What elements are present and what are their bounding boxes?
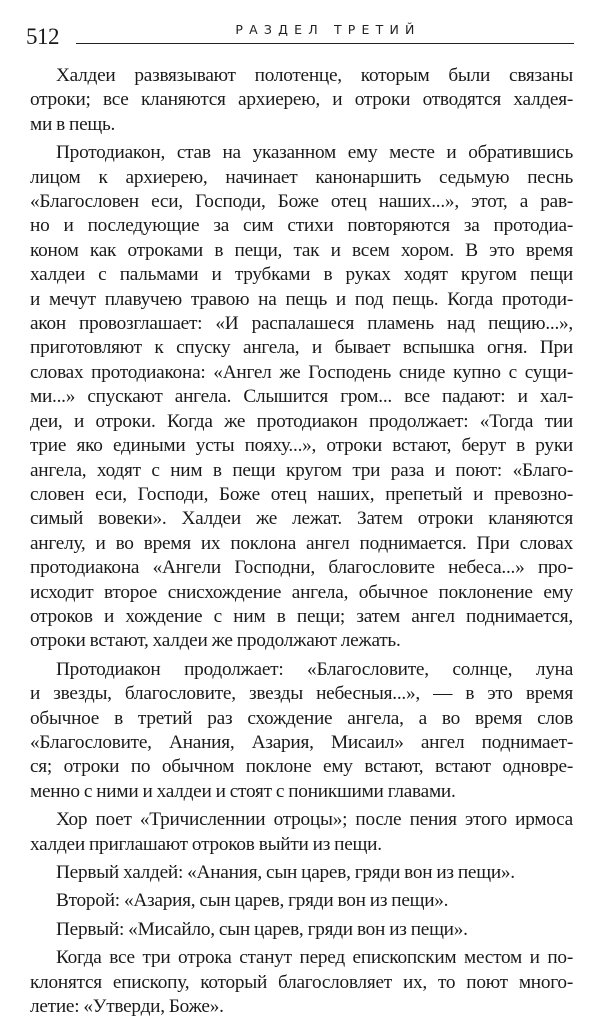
text-line: обычное в третий раз схождение ангела, а во время слов [30,707,573,729]
text-line: но и последующие за сим стихи повторяются за протодиа- [30,215,573,237]
text-line: коном как отроками в пещи, так и всем хором. В это время [30,239,573,261]
header-rule [76,43,574,44]
text-line: Хор поет «Тричисленнии отроцы»; после пения этого ирмоса [56,809,573,831]
text-line: словен еси, Господи, Боже отец наших, препетый и превозно- [30,483,573,505]
text-line: халдеи с пальмами и трубками в руках ходят кругом пещи [30,264,573,286]
text-line: отроки; все кланяются архиерею, и отроки отводятся халдея- [30,89,573,111]
text-line: отроков и хождение с ним в пещи; затем ангел поднимается, [30,605,573,627]
text-line: лицом к архиерею, начинает канонаршить седьмую песнь [30,166,573,188]
text-line: «Благословите, Анания, Азария, Мисаил» ангел поднимает- [30,731,573,753]
text-line: ангелу, и во время их поклона ангел поднимается. При словах [30,532,573,554]
text-line: менно с ними и халдеи и стоят с поникшими главами. [30,780,456,802]
text-line: и звезды, благословите, звезды небесныя...», — в это время [30,683,573,705]
paragraph [30,808,573,857]
text-line: ангела, ходят с ним в пещи кругом три раза и поют: «Благо- [30,459,573,481]
paragraph [30,141,573,654]
text-line: ми...» спускают ангела. Слышится гром... все падают: и хал- [30,386,573,408]
text-line: и мечут плавучею травою на пещь и под пещь. Когда протоди- [30,288,573,310]
text-line: приготовляют к спуску ангела, и бывает вспышка огня. При [30,337,573,359]
text-line: Первый халдей: «Анания, сын царев, гряди вон из пещи». [56,862,515,883]
text-line: ся; отроки по обычном поклоне ему встают, встают одновре- [30,756,573,778]
text-line: словах протодиакона: «Ангел же Господень сниде купно с сущи- [30,361,573,383]
text-line: акон провозглашает: «И распалашеся пламень над пещию...», [30,313,573,335]
text-line: клонятся епископу, который благословляет их, то поют много- [30,971,573,993]
body-text [30,64,573,1023]
text-line: Когда все три отрока станут перед епископским местом и по- [56,947,573,969]
text-line: ми в пещь. [30,113,116,135]
text-line: трие яко едиными усты пояху...», отроки встают, берут в руки [30,435,573,457]
text-line: Протодиакон продолжает: «Благословите, солнце, луна [56,658,573,680]
paragraph [30,64,573,137]
paragraph [30,658,573,804]
text-line: протодиакона «Ангели Господни, благословите небеса...» про- [30,557,573,579]
paragraph [30,946,573,1019]
text-line: исходит второе снисхождение ангела, обычное поклонение ему [30,581,573,603]
text-line: симый вовеки». Халдеи же лежат. Затем отроки кланяются [30,508,573,530]
text-line: Второй: «Азария, сын царев, гряди вон из пещи». [56,890,449,912]
text-line: Первый: «Мисайло, сын царев, гряди вон из пещи». [56,918,468,940]
text-line: Халдеи развязывают полотенце, которым были связаны [56,65,573,86]
text-line: «Благословен еси, Господи, Боже отец наших...», этот, а рав- [30,191,573,213]
paragraph [30,861,573,885]
page-number: 512 [26,24,59,49]
running-title: РАЗДЕЛ ТРЕТИЙ [235,22,421,37]
text-line: деи, и отроки. Когда же протодиакон продолжает: «Тогда тии [30,410,573,432]
paragraph [30,918,573,942]
running-head [26,22,574,52]
text-line: отроки встают, халдеи же продолжают лежать. [30,630,401,652]
text-line: халдеи приглашают отроков выйти из пещи. [30,833,382,855]
text-line: летие: «Утверди, Боже». [30,996,224,1018]
paragraph [30,889,573,913]
text-line: Протодиакон, став на указанном ему месте и обратившись [56,142,573,164]
